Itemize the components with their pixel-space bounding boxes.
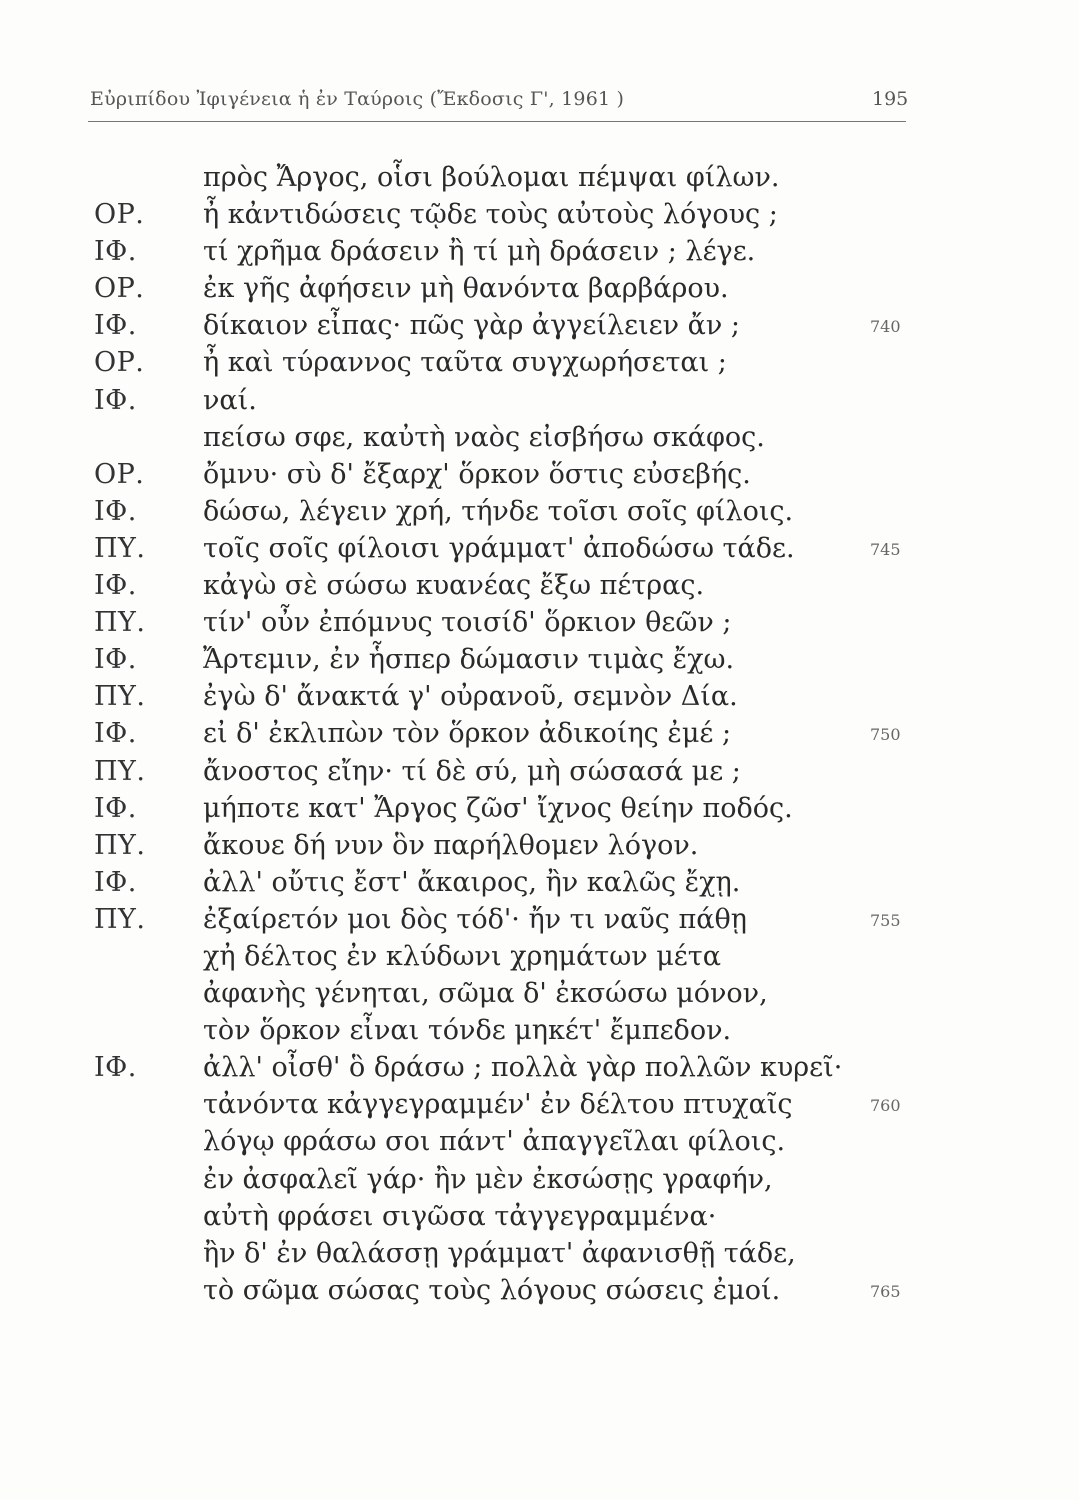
verse-text: Ἄρτεμιν, ἐν ἧσπερ δώμασιν τιμὰς ἔχω. — [203, 644, 735, 676]
verse-text: ἦ κἀντιδώσεις τῷδε τοὺς αὐτοὺς λόγους ; — [203, 199, 778, 231]
verse-line — [0, 344, 1079, 381]
speaker-label: ΟΡ. — [94, 347, 145, 379]
page-number: 195 — [872, 88, 909, 110]
verse-line — [0, 715, 1079, 752]
verse-line — [0, 604, 1079, 641]
verse-text: αὐτὴ φράσει σιγῶσα τἀγγεγραμμένα· — [203, 1200, 717, 1232]
verse-text: τὸν ὅρκον εἶναι τόνδε μηκέτ' ἔμπεδον. — [203, 1015, 732, 1047]
speaker-label: ΠΥ. — [94, 829, 146, 861]
speaker-label: ΙΦ. — [94, 792, 137, 824]
verse-line — [0, 419, 1079, 456]
header-rule — [88, 121, 906, 122]
verse-text: τί χρῆμα δράσειν ἢ τί μὴ δράσειν ; λέγε. — [203, 236, 756, 268]
verse-text: ἐγὼ δ' ἄνακτά γ' οὐρανοῦ, σεμνὸν Δία. — [203, 681, 738, 713]
verse-line — [0, 196, 1079, 233]
verse-line — [0, 641, 1079, 678]
line-number: 740 — [870, 317, 901, 337]
verse-text: ἐκ γῆς ἀφήσειν μὴ θανόντα βαρβάρου. — [203, 273, 729, 305]
verse-line — [0, 678, 1079, 715]
verse-text: εἰ δ' ἐκλιπὼν τὸν ὅρκον ἀδικοίης ἐμέ ; — [203, 718, 732, 750]
speaker-label: ΠΥ. — [94, 903, 146, 935]
verse-line — [0, 901, 1079, 938]
speaker-label: ΙΦ. — [94, 495, 137, 527]
verse-text: πρὸς Ἄργος, οἷσι βούλομαι πέμψαι φίλων. — [203, 162, 780, 193]
speaker-label: ΙΦ. — [94, 718, 137, 750]
line-number: 750 — [870, 725, 901, 745]
verse-text: ἀλλ' οἶσθ' ὃ δράσω ; πολλὰ γὰρ πολλῶν κυρεῖ· — [203, 1052, 843, 1084]
verse-text: ἀλλ' οὔτις ἔστ' ἄκαιρος, ἢν καλῶς ἔχῃ. — [203, 866, 741, 898]
verse-line — [0, 1049, 1079, 1086]
speaker-label: ΙΦ. — [94, 644, 137, 676]
verse-line — [0, 1198, 1079, 1235]
speaker-label: ΟΡ. — [94, 458, 145, 490]
verse-line — [0, 827, 1079, 864]
verse-line — [0, 1272, 1079, 1309]
verse-text: τἀνόντα κἀγγεγραμμέν' ἐν δέλτου πτυχαῖς — [203, 1089, 793, 1121]
verse-line — [0, 753, 1079, 790]
speaker-label: ΠΥ. — [94, 681, 146, 713]
verse-text: λόγῳ φράσω σοι πάντ' ἀπαγγεῖλαι φίλοις. — [203, 1126, 786, 1158]
verse-line — [0, 1235, 1079, 1272]
verse-line — [0, 270, 1079, 307]
speaker-label: ΙΦ. — [94, 384, 137, 416]
verse-block — [0, 159, 1079, 1309]
line-number: 765 — [870, 1281, 901, 1301]
speaker-label: ΙΦ. — [94, 866, 137, 898]
verse-line — [0, 1012, 1079, 1049]
verse-line — [0, 567, 1079, 604]
verse-text: τίν' οὖν ἐπόμνυς τοισίδ' ὅρκιον θεῶν ; — [203, 607, 732, 639]
verse-text: τὸ σῶμα σώσας τοὺς λόγους σώσεις ἐμοί. — [203, 1274, 781, 1306]
verse-line — [0, 1123, 1079, 1160]
verse-text: δίκαιον εἶπας· πῶς γὰρ ἀγγείλειεν ἄν ; — [203, 310, 740, 342]
verse-line — [0, 233, 1079, 270]
speaker-label: ΙΦ. — [94, 310, 137, 342]
verse-line — [0, 1161, 1079, 1198]
verse-line — [0, 307, 1079, 344]
verse-text: δώσω, λέγειν χρή, τήνδε τοῖσι σοῖς φίλοις. — [203, 495, 794, 527]
verse-text: χἠ δέλτος ἐν κλύδωνι χρημάτων μέτα — [203, 940, 721, 972]
verse-line — [0, 530, 1079, 567]
verse-text: ἄνοστος εἴην· τί δὲ σύ, μὴ σώσασά με ; — [203, 755, 741, 787]
verse-text: κἀγὼ σὲ σώσω κυανέας ἔξω πέτρας. — [203, 570, 705, 602]
line-number: 760 — [870, 1096, 901, 1116]
speaker-label: ΟΡ. — [94, 199, 145, 231]
verse-line — [0, 493, 1079, 530]
verse-line — [0, 159, 1079, 196]
speaker-label: ΠΥ. — [94, 532, 146, 564]
verse-text: ἦ καὶ τύραννος ταῦτα συγχωρήσεται ; — [203, 347, 727, 379]
verse-text: ἐν ἀσφαλεῖ γάρ· ἢν μὲν ἐκσώσῃς γραφήν, — [203, 1163, 773, 1195]
speaker-label: ΙΦ. — [94, 570, 137, 602]
line-number: 755 — [870, 910, 901, 930]
verse-text: μήποτε κατ' Ἄργος ζῶσ' ἴχνος θείην ποδός. — [203, 792, 793, 824]
verse-line — [0, 382, 1079, 419]
speaker-label: ΙΦ. — [94, 1052, 137, 1084]
verse-line — [0, 864, 1079, 901]
verse-text: ναί. — [203, 384, 257, 416]
verse-text: ἐξαίρετόν μοι δὸς τόδ'· ἤν τι ναῦς πάθῃ — [203, 903, 747, 935]
verse-line — [0, 938, 1079, 975]
speaker-label: ΠΥ. — [94, 607, 146, 639]
verse-text: ἀφανὴς γένηται, σῶμα δ' ἐκσώσω μόνον, — [203, 978, 768, 1010]
verse-line — [0, 1086, 1079, 1123]
speaker-label: ΠΥ. — [94, 755, 146, 787]
speaker-label: ΙΦ. — [94, 236, 137, 268]
verse-text: πείσω σφε, καὐτὴ ναὸς εἰσβήσω σκάφος. — [203, 421, 765, 453]
verse-line — [0, 975, 1079, 1012]
verse-text: ἢν δ' ἐν θαλάσσῃ γράμματ' ἀφανισθῇ τάδε, — [203, 1237, 796, 1269]
verse-line — [0, 790, 1079, 827]
verse-text: ὄμνυ· σὺ δ' ἔξαρχ' ὅρκον ὅστις εὐσεβής. — [203, 458, 751, 490]
speaker-label: ΟΡ. — [94, 273, 145, 305]
verse-text: ἄκουε δή νυν ὃν παρήλθομεν λόγον. — [203, 829, 699, 861]
verse-text: τοῖς σοῖς φίλοισι γράμματ' ἀποδώσω τάδε. — [203, 532, 795, 564]
verse-line — [0, 456, 1079, 493]
running-head-title: Εὐριπίδου Ἰφιγένεια ἡ ἐν Ταύροις (Ἔκδοσις Γ', 1961 ) — [90, 88, 625, 110]
line-number: 745 — [870, 539, 901, 559]
